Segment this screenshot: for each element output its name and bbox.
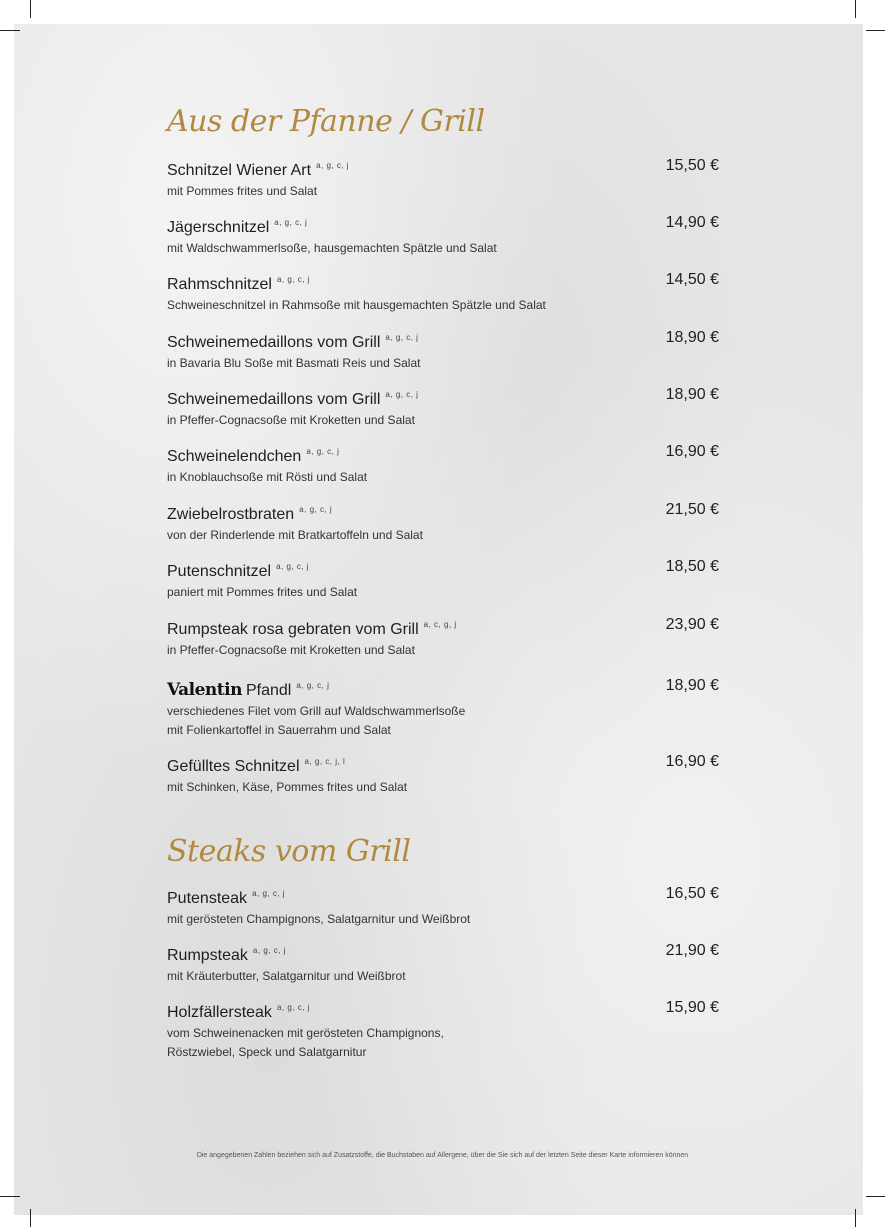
item-description: mit Pommes frites und Salat bbox=[167, 184, 318, 198]
item-name: Putensteak bbox=[167, 890, 248, 907]
item-allergens: a, g, c, j bbox=[252, 946, 286, 955]
menu-item bbox=[167, 385, 719, 430]
menu-item bbox=[167, 270, 719, 315]
item-price: 15,50 € bbox=[665, 157, 719, 174]
menu-item bbox=[167, 941, 719, 986]
item-name: Rumpsteak bbox=[167, 947, 248, 964]
item-name: Schweinelendchen bbox=[167, 448, 302, 465]
item-price: 14,90 € bbox=[665, 214, 719, 231]
section-title-pfanne-grill: Aus der Pfanne / Grill bbox=[167, 104, 485, 139]
item-description: mit Kräuterbutter, Salatgarnitur und Weißbrot bbox=[167, 969, 406, 983]
item-price: 18,90 € bbox=[665, 386, 719, 403]
menu-item bbox=[167, 500, 719, 545]
crop-mark bbox=[0, 30, 20, 31]
item-description: paniert mit Pommes frites und Salat bbox=[167, 585, 358, 599]
item-allergens: a, g, c, j bbox=[276, 1003, 310, 1012]
item-description: mit Schinken, Käse, Pommes frites und Salat bbox=[167, 780, 408, 794]
menu-item bbox=[167, 213, 719, 258]
item-description-line2: mit Folienkartoffel in Sauerrahm und Salat bbox=[167, 723, 391, 737]
crop-mark bbox=[866, 1196, 885, 1197]
item-name: Jägerschnitzel bbox=[167, 219, 270, 236]
item-price: 23,90 € bbox=[665, 616, 719, 633]
item-name: Schweinemedaillons vom Grill bbox=[167, 334, 381, 351]
item-price: 16,90 € bbox=[665, 753, 719, 770]
allergen-footnote: Die angegebenen Zahlen beziehen sich auf Zusatzstoffe, die Buchstaben auf Allergene, über die Sie sich auf der letzten Seite dieser Karte informieren können bbox=[196, 1152, 689, 1159]
crop-mark bbox=[0, 1196, 20, 1197]
item-description: in Knoblauchsoße mit Rösti und Salat bbox=[167, 470, 368, 484]
crop-mark bbox=[30, 1209, 31, 1227]
item-allergens: a, g, c, j bbox=[296, 681, 330, 690]
section-title-steaks-vom-grill: Steaks vom Grill bbox=[167, 834, 411, 869]
menu-item bbox=[167, 615, 719, 660]
crop-mark bbox=[855, 1209, 856, 1227]
item-description: von der Rinderlende mit Bratkartoffeln und Salat bbox=[167, 528, 423, 542]
item-allergens: a, g, c, j bbox=[316, 161, 350, 170]
menu-item bbox=[167, 557, 719, 602]
item-allergens: a, g, c, j bbox=[276, 275, 310, 284]
crop-mark bbox=[30, 0, 31, 18]
item-description: mit gerösteten Champignons, Salatgarnitur und Weißbrot bbox=[167, 912, 471, 926]
menu-item bbox=[167, 884, 719, 929]
valentin-logo: Valentin bbox=[167, 680, 242, 700]
item-description: in Pfeffer-Cognacsoße mit Kroketten und Salat bbox=[167, 643, 415, 657]
menu-item bbox=[167, 752, 719, 797]
item-allergens: a, g, c, j bbox=[276, 562, 310, 571]
item-name: Rumpsteak rosa gebraten vom Grill bbox=[167, 621, 419, 638]
menu-item bbox=[167, 998, 719, 1062]
item-allergens: a, c, g, j bbox=[423, 620, 457, 629]
item-description-line2: Röstzwiebel, Speck und Salatgarnitur bbox=[167, 1045, 367, 1059]
item-price: 21,90 € bbox=[665, 942, 719, 959]
item-description: verschiedenes Filet vom Grill auf Waldschwammerlsoße bbox=[167, 704, 466, 718]
item-name: Putenschnitzel bbox=[167, 563, 272, 580]
item-description: vom Schweinenacken mit gerösteten Champignons, bbox=[167, 1026, 444, 1040]
item-price: 15,90 € bbox=[665, 999, 719, 1016]
item-price: 18,90 € bbox=[665, 329, 719, 346]
menu-item bbox=[167, 442, 719, 487]
item-price: 21,50 € bbox=[665, 501, 719, 518]
item-description: in Pfeffer-Cognacsoße mit Kroketten und Salat bbox=[167, 413, 415, 427]
item-name: Pfandl bbox=[245, 682, 292, 699]
item-name: Rahmschnitzel bbox=[167, 276, 272, 293]
item-name: Gefülltes Schnitzel bbox=[167, 758, 300, 775]
item-price: 16,50 € bbox=[665, 885, 719, 902]
item-price: 14,50 € bbox=[665, 271, 719, 288]
item-name: Zwiebelrostbraten bbox=[167, 506, 295, 523]
item-description: in Bavaria Blu Soße mit Basmati Reis und Salat bbox=[167, 356, 421, 370]
item-price: 16,90 € bbox=[665, 443, 719, 460]
item-allergens: a, g, c, j, l bbox=[304, 757, 346, 766]
item-allergens: a, g, c, j bbox=[385, 390, 419, 399]
crop-mark bbox=[866, 30, 885, 31]
crop-mark bbox=[855, 0, 856, 18]
item-name: Schnitzel Wiener Art bbox=[167, 162, 312, 179]
item-allergens: a, g, c, j bbox=[306, 447, 340, 456]
item-allergens: a, g, c, j bbox=[252, 889, 286, 898]
item-price: 18,90 € bbox=[665, 677, 719, 694]
menu-item bbox=[167, 156, 719, 201]
item-description: Schweineschnitzel in Rahmsoße mit hausgemachten Spätzle und Salat bbox=[167, 298, 546, 312]
item-name: Schweinemedaillons vom Grill bbox=[167, 391, 381, 408]
menu-item bbox=[167, 676, 719, 740]
item-name: Holzfällersteak bbox=[167, 1004, 272, 1021]
item-price: 18,50 € bbox=[665, 558, 719, 575]
item-description: mit Waldschwammerlsoße, hausgemachten Spätzle und Salat bbox=[167, 241, 497, 255]
item-allergens: a, g, c, j bbox=[299, 505, 333, 514]
item-allergens: a, g, c, j bbox=[274, 218, 308, 227]
item-allergens: a, g, c, j bbox=[385, 333, 419, 342]
menu-item bbox=[167, 328, 719, 373]
